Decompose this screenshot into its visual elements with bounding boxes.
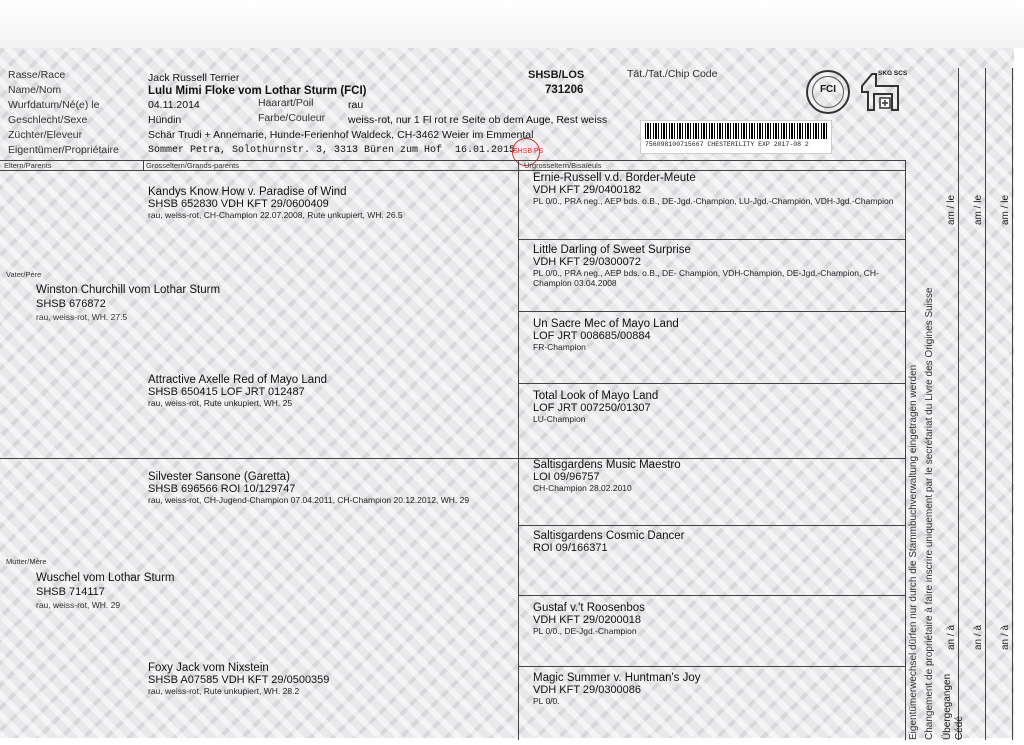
sire-reg: SHSB 676872: [36, 298, 106, 310]
great-grandparent-note: LU-Champion: [533, 414, 586, 424]
ownership-note-de: Eigentümerwechsel dürfen nur durch die Stammbuchverwaltung eingetragen werden: [908, 364, 919, 740]
breeder-value: Schär Trudi + Annemarie, Hunde-Ferienhof Waldeck, CH-3462 Weier im Emmental: [148, 129, 534, 141]
race-label: Rasse/Race: [8, 69, 66, 81]
great-grandparent-note: CH-Champion 28.02.2010: [533, 483, 632, 493]
great-grandparent-note: PL 0/0., DE-Jgd.-Champion: [533, 626, 637, 636]
side-am-le-2: am / le: [973, 194, 984, 225]
col-header-great-grandparents: Urgrosseltern/Bisaïeuls: [524, 161, 602, 170]
side-rule-2: [985, 68, 986, 740]
dam-name: Wuschel vom Lothar Sturm: [36, 572, 175, 584]
side-rule-1: [958, 68, 959, 740]
race-value: Jack Russell Terrier: [148, 72, 240, 84]
color-label: Farbe/Couleur: [258, 112, 326, 124]
great-grandparent-name: Saltisgardens Cosmic Dancer: [533, 530, 685, 542]
sire-note: rau, weiss-rot, WH. 27.5: [36, 312, 128, 322]
great-grandparent-reg: LOF JRT 007250/01307: [533, 402, 651, 414]
owner-value: Sommer Petra, Solothurnstr. 3, 3313 Büren zum Hof: [148, 145, 443, 156]
scan-margin: [0, 0, 1024, 48]
fci-logo: [806, 70, 850, 114]
great-grandparent-name: Gustaf v.'t Roosenbos: [533, 602, 645, 614]
great-grandparent-note: PL 0/0., PRA neg., AEP bds. o.B., DE-Jgd.-Champion, LU-Jgd.-Champion, VDH-Jgd.-Champion: [533, 196, 894, 206]
gg-divider-5: [518, 525, 905, 526]
grandparent-note: rau, weiss-rot, CH-Champion 22.07.2008, Rute unkupiert, WH. 26.5: [148, 210, 403, 220]
grandparent-reg: SHSB 650415 LOF JRT 012487: [148, 386, 305, 398]
col-divider-3: [905, 160, 906, 740]
shsb-stamp: SHSB PS: [512, 138, 540, 166]
col-header-grandparents: Grosseltern/Grands-parents: [146, 161, 239, 170]
side-am-le-1: am / le: [946, 194, 957, 225]
great-grandparent-name: Un Sacre Mec of Mayo Land: [533, 318, 679, 330]
great-grandparent-reg: VDH KFT 29/0200018: [533, 614, 642, 626]
owner-label: Eigentümer/Propriétaire: [8, 144, 119, 156]
gg-divider-7: [518, 666, 905, 667]
great-grandparent-note: FR-Champion: [533, 342, 586, 352]
grandparent-name: Silvester Sansone (Garetta): [148, 471, 290, 483]
dob-value: 04.11.2014: [148, 99, 200, 111]
sire-name: Winston Churchill vom Lothar Sturm: [36, 284, 221, 296]
great-grandparent-8: [533, 672, 898, 706]
dam-role: Mutter/Mère: [6, 557, 47, 566]
great-grandparent-name: Magic Summer v. Huntman's Joy: [533, 672, 701, 684]
header-rule-bottom: [0, 170, 905, 171]
great-grandparent-7: [533, 602, 898, 636]
fci-logo-text: FCI: [819, 84, 837, 95]
sex-label: Geschlecht/Sexe: [8, 114, 88, 126]
grandparent-name: Kandys Know How v. Paradise of Wind: [148, 186, 347, 198]
col-divider-1: [143, 160, 144, 170]
shsb-number: 731206: [545, 84, 584, 96]
side-an-a-1: an / à: [946, 624, 957, 650]
barcode-bars: [645, 123, 827, 139]
chip-barcode-sticker: [640, 120, 832, 154]
great-grandparent-5: [533, 459, 898, 493]
great-grandparent-reg: ROI 09/166371: [533, 542, 608, 554]
skg-logo: [858, 68, 908, 116]
grandparent-reg: SHSB 696566 ROI 10/129747: [148, 483, 296, 495]
great-grandparent-4: [533, 390, 898, 424]
dob-label: Wurfdatum/Né(e) le: [8, 99, 100, 111]
hair-value: rau: [348, 99, 364, 111]
shsb-label: SHSB/LOS: [528, 69, 585, 81]
gg-divider-6: [518, 595, 905, 596]
great-grandparent-reg: VDH KFT 29/0400182: [533, 184, 642, 196]
grandparent-note: rau, weiss-rot, CH-Jugend-Champion 07.04.2011, CH-Champion 20.12.2012, WH. 29: [148, 495, 470, 505]
skg-logo-text: SKG SCS: [878, 70, 908, 77]
side-an-a-2: an / à: [973, 624, 984, 650]
side-rule-3: [1012, 68, 1013, 740]
sex-value: Hündin: [148, 114, 182, 126]
gg-divider-2: [518, 311, 905, 312]
color-value: weiss-rot, nur 1 Fl rot re Seite ob dem Auge, Rest weiss: [348, 114, 608, 126]
great-grandparent-2: [533, 244, 898, 288]
grandparent-reg: SHSB A07585 VDH KFT 29/0500359: [148, 674, 330, 686]
breeder-label: Züchter/Eleveur: [8, 129, 83, 141]
dam-note: rau, weiss-rot, WH. 29: [36, 600, 121, 610]
grandparent-3: [148, 471, 513, 505]
great-grandparent-1: [533, 172, 898, 206]
dam-reg: SHSB 714117: [36, 586, 105, 598]
side-an-a-3: an / à: [1000, 624, 1011, 650]
hair-label: Haarart/Poil: [258, 97, 314, 109]
great-grandparent-name: Little Darling of Sweet Surprise: [533, 244, 691, 256]
dog-name: Lulu Mimi Floke vom Lothar Sturm (FCI): [148, 85, 367, 97]
great-grandparent-reg: VDH KFT 29/0300086: [533, 684, 642, 696]
side-am-le-3: am / le: [1000, 194, 1011, 225]
col-divider-2: [518, 160, 519, 740]
grandparent-name: Attractive Axelle Red of Mayo Land: [148, 374, 327, 386]
great-grandparent-reg: LOI 09/96757: [533, 471, 600, 483]
side-uebergegangen: Übergegangen: [942, 673, 953, 740]
side-cede: Cédé: [954, 716, 965, 740]
great-grandparent-name: Total Look of Mayo Land: [533, 390, 659, 402]
gg-divider-1: [518, 239, 905, 240]
great-grandparent-6: [533, 530, 898, 554]
great-grandparent-reg: VDH KFT 29/0300072: [533, 256, 642, 268]
great-grandparent-name: Ernie-Russell v.d. Border-Meute: [533, 172, 696, 184]
col-header-parents: Eltern/Parents: [4, 161, 52, 170]
grandparent-reg: SHSB 652830 VDH KFT 29/0600409: [148, 198, 329, 210]
grandparent-note: rau, weiss-rot, Rute unkupiert, WH. 28.2: [148, 686, 300, 696]
grandparent-note: rau, weiss-rot, Rute unkupiert, WH. 25: [148, 398, 293, 408]
chip-label: Tät./Tat./Chip Code: [627, 68, 718, 80]
great-grandparent-note: PL 0/0.: [533, 696, 560, 706]
owner-date: 16.01.2015: [455, 145, 516, 156]
name-label: Name/Nom: [8, 84, 62, 96]
grandparent-2: [148, 374, 513, 408]
header-rule-top: [0, 160, 905, 161]
grandparent-name: Foxy Jack vom Nixstein: [148, 662, 269, 674]
sire-role: Vater/Père: [6, 270, 42, 279]
gg-divider-3: [518, 383, 905, 384]
grandparent-4: [148, 662, 513, 696]
great-grandparent-name: Saltisgardens Music Maestro: [533, 459, 681, 471]
great-grandparent-note: PL 0/0., PRA neg., AEP bds. o.B., DE- Champion, VDH-Champion, DE-Jgd.-Champion, CH-Champion 03.04.2008: [533, 268, 879, 288]
grandparent-1: [148, 186, 513, 220]
barcode-text: 756098100715667 CHESTERILITY EXP 2017-08 2: [645, 141, 809, 148]
ownership-note-fr: Changement de propriétaire à faire inscrire uniquement par le secrétariat du Livre des Origines Suisse: [924, 287, 935, 740]
great-grandparent-reg: LOF JRT 008685/00884: [533, 330, 651, 342]
great-grandparent-3: [533, 318, 898, 352]
